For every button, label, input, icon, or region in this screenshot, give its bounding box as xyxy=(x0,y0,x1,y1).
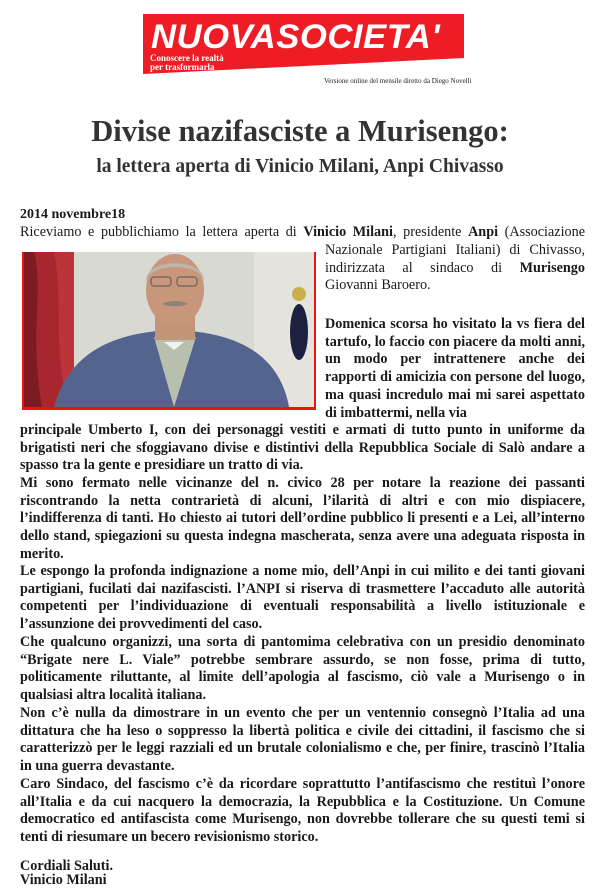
intro-text: Nazionale Partigiani Italiani) di Chivasso, indirizzata al sindaco di xyxy=(325,242,585,276)
intro-text: Giovanni Baroero. xyxy=(325,277,431,294)
intro-text: (Associazione xyxy=(498,224,585,240)
intro-text: , presidente xyxy=(393,224,469,240)
article-title: Divise nazifasciste a Murisengo: xyxy=(91,114,509,148)
tagline-line-2: per trasformarla xyxy=(150,62,215,72)
masthead-logo[interactable] xyxy=(143,14,472,85)
author-name: Vinicio Milani xyxy=(303,224,393,240)
logo-wordmark: NUOVASOCIETA' xyxy=(151,18,441,56)
org-name: Anpi xyxy=(468,224,499,240)
article-subtitle: la lettera aperta di Vinicio Milani, Anpi Chivasso xyxy=(96,156,504,177)
intro-continued xyxy=(325,242,585,295)
paragraph-6: Caro Sindaco, del fascismo c’è da ricordare soprattutto l’antifascismo che restituì l’onore all’Italia e da cui nacquero la democrazia, la Repubblica e la Costituzione. Un Comune democratico ed antifascista come Murisengo, non dovrebbe tollerare che su questi temi si tenti di riesumare un becero revisionismo storico. xyxy=(20,776,585,846)
closing-greeting: Cordiali Saluti. xyxy=(20,858,114,874)
intro-text: Riceviamo e pubblichiamo la lettera aperta di xyxy=(20,224,304,240)
tagline-line-1: Conoscere la realtà xyxy=(150,53,224,63)
paragraph-1-continued: principale Umberto I, con dei personaggi vestiti e armati di tutto punto in uniforme da brigatisti neri che sfoggiavano divise e distintivi della Repubblica Sociale di Salò andare a spasso tra la gente e presidiare un tratto di via. xyxy=(20,422,585,474)
paragraph-5: Non c’è nulla da dimostrare in un evento che per un ventennio consegnò l’Italia ad una dittatura che ha leso o soppresso la libertà politica e civile dei cittadini, il fascismo che si caratterizzò per le leggi razziali ed un brutale colonialismo e che, per finire, trascinò l’Italia in una guerra devastante. xyxy=(20,705,585,775)
article-date: 2014 novembre18 xyxy=(20,207,126,222)
edition-note: Versione online del mensile diretto da Diego Novelli xyxy=(324,77,472,85)
intro-line xyxy=(20,224,585,242)
author-photo xyxy=(22,252,316,410)
logo-tagline xyxy=(150,54,224,72)
town-name: Murisengo xyxy=(519,259,585,276)
paragraph-4: Che qualcuno organizzi, una sorta di pantomima celebrativa con un presidio denominato “Brigate nere L. Viale” potrebbe sembrare assurdo, se non fosse, prima di tutto, politicamente riluttante, al limite dell’apologia al fascismo, ciò vale a Murisengo o in qualsiasi altra località italiana. xyxy=(20,634,585,704)
paragraph-3: Le espongo la profonda indignazione a nome mio, dell’Anpi in cui milito e dei tanti giovani partigiani, fucilati dai nazifascisti. l’ANPI si riserva di trasmettere l’accaduto alle autorità competenti per l’individuazione di eventuali responsabilità a livello istituzionale e l’assunzione dei provvedimenti del caso. xyxy=(20,563,585,633)
portrait-image xyxy=(24,252,314,407)
paragraph-2: Mi sono fermato nelle vicinanze del n. civico 28 per notare la reazione dei passanti riscontrando la netta contrarietà di alcuni, l’ilarità di altri e con mio dispiacere, l’indifferenza di tanti. Ho chiesto ai tutori dell’ordine pubblico li presenti e a Lei, all’interno dello stand, spiegazioni su questa indegna mascherata, senza avere una adeguata risposta in merito. xyxy=(20,475,585,562)
signature: Vinicio Milani xyxy=(20,872,107,888)
paragraph-1-wrapped: Domenica scorsa ho visitato la vs fiera del tartufo, lo faccio con piacere da molti anni, un modo per intrattenere anche dei rapporti di amicizia con persone del luogo, ma quasi incredulo mai mi sarei aspettato di imbattermi, nella via xyxy=(325,316,585,421)
